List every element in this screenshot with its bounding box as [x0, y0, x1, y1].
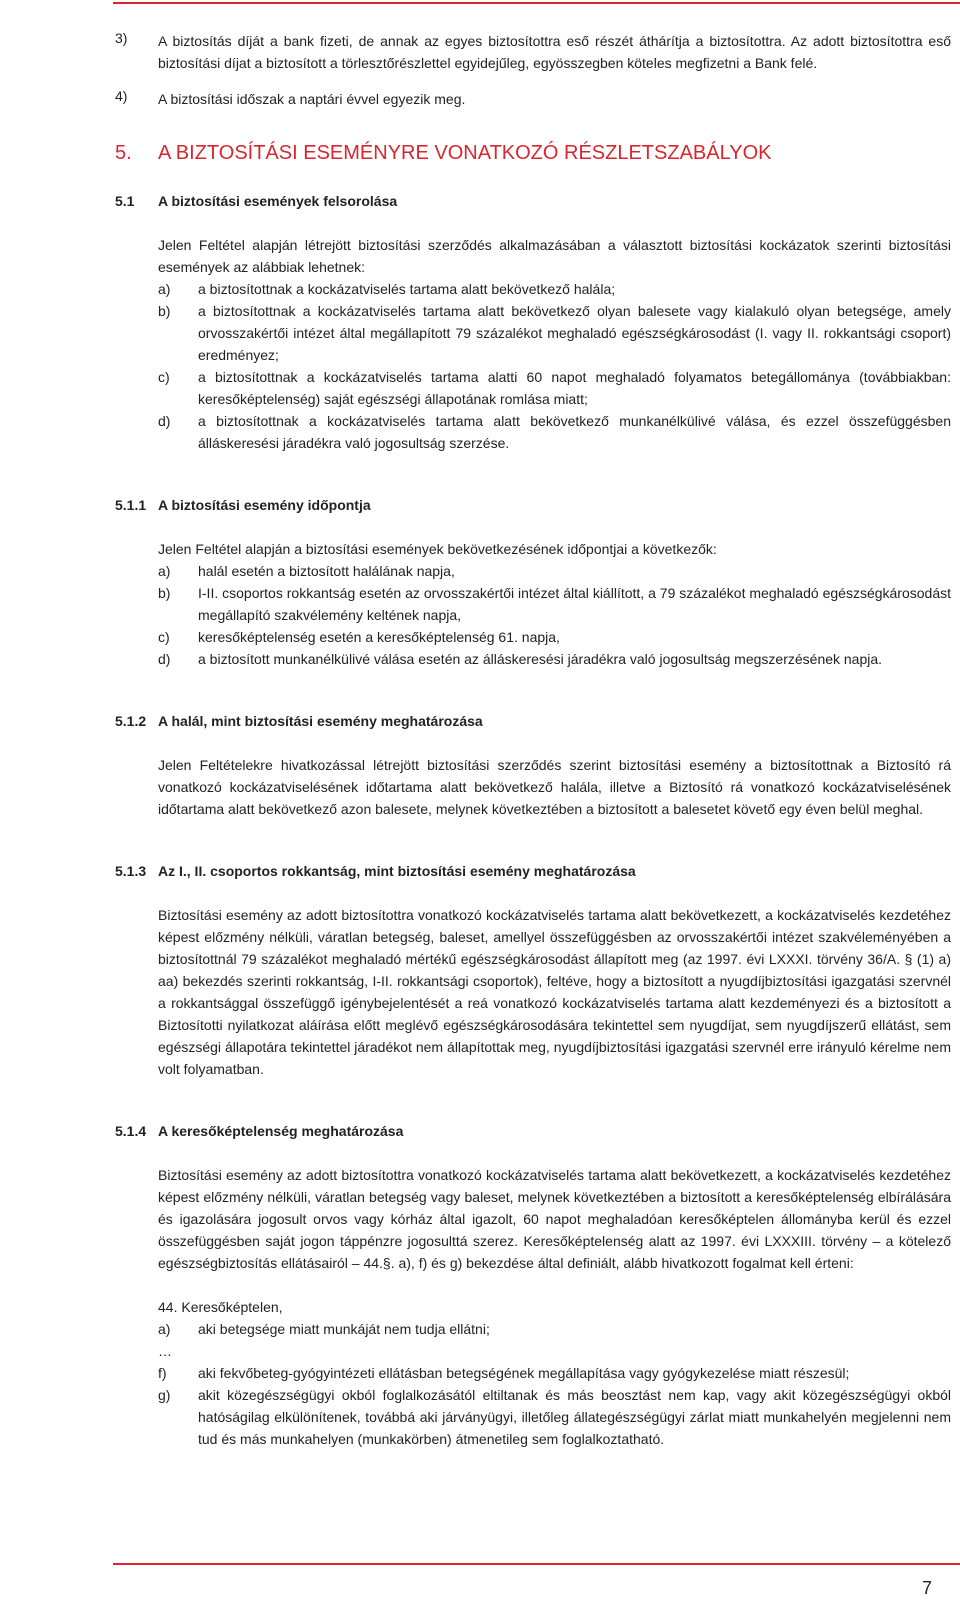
chapter-number: 5. [115, 142, 132, 164]
item-letter: f) [158, 1365, 167, 1381]
list-number: 4) [115, 88, 128, 104]
section-heading-5-1-2 [115, 710, 951, 732]
item-letter: a) [158, 563, 171, 579]
section-heading-5-1-3 [115, 860, 951, 882]
quote-item [158, 1384, 951, 1450]
list-text: A biztosítási időszak a naptári évvel egyezik meg. [158, 91, 466, 107]
section-title: Az I., II. csoportos rokkantság, mint biztosítási esemény meghatározása [158, 863, 636, 879]
quote-item [158, 1318, 951, 1340]
list-item [158, 300, 951, 366]
quote-item [158, 1362, 951, 1384]
list-item [158, 626, 951, 648]
section-number: 5.1 [115, 193, 135, 209]
section-title: A biztosítási esemény időpontja [158, 497, 371, 513]
item-text: a biztosítottnak a kockázatviselés tartama alatt bekövetkező olyan balesete vagy kialakuló olyan betegsége, amely orvosszakértői intézet által megállapított 79 százalékot meghaladó egészségkárosodást (I. vagy II. rokkantsági csoport) eredményez; [198, 303, 951, 363]
section-text: Biztosítási esemény az adott biztosítottra vonatkozó kockázatviselés tartama alatt bekövetkezett, a kockázatviselés kezdetéhez képest előzmény nélküli, váratlan betegség, baleset, amellyel összefüggésben az orvosszakértői intézet szakvéleményében a biztosítottnál 79 százalékot meghaladó mértékű egészségkárosodást állapított meg (az 1997. évi LXXXI. törvény 36/A. § (1) a) aa) bekezdés szerinti rokkantság, I-II. rokkantsági csoportok), feltéve, hogy a biztosított a nyugdíjbiztosítási igazgatási szervnél a rokkantsággal összefüggő igénybejelentését a reá vonatkozó kockázatviselés tartama alatt kezdeményezi és a biztosított a Biztosítotti nyilatkozat aláírása előtt meglévő egészségkárosodására tekintettel sem nyugdíjat, sem nyugdíjszerű ellátást, sem egészségi állapotára tekintettel járadékot nem állapítottak meg, nyugdíjbiztosítási igazgatási szervnél erre irányuló kérelme nem volt folyamatban. [158, 907, 951, 1077]
chapter-title: A BIZTOSÍTÁSI ESEMÉNYRE VONATKOZÓ RÉSZLETSZABÁLYOK [158, 142, 772, 164]
item-letter: a) [158, 281, 171, 297]
section-intro: Jelen Feltétel alapján létrejött biztosítási szerződés alkalmazásában a választott biztosítási kockázatok szerinti biztosítási események az alábbiak lehetnek: [158, 237, 951, 275]
item-text: aki fekvőbeteg-gyógyintézeti ellátásban betegségének megállapítása vagy gyógykezelése miatt részesül; [198, 1365, 850, 1381]
item-letter: c) [158, 369, 170, 385]
item-text: halál esetén a biztosított halálának napja, [198, 563, 455, 579]
list-item-3 [115, 30, 951, 74]
item-text: aki betegsége miatt munkáját nem tudja ellátni; [198, 1321, 490, 1337]
item-text: keresőképtelenség esetén a keresőképtelenség 61. napja, [198, 629, 560, 645]
section-number: 5.1.2 [115, 713, 147, 729]
item-letter: … [158, 1343, 172, 1359]
bottom-red-rule [113, 1563, 960, 1565]
section-title: A halál, mint biztosítási esemény meghatározása [158, 713, 483, 729]
item-text: I-II. csoportos rokkantság esetén az orvosszakértői intézet által kiállított, a 79 százalékot meghaladó egészségkárosodást megállapító szakvélemény keltének napja, [198, 585, 951, 623]
section-heading-5-1-4 [115, 1120, 951, 1142]
top-red-rule [113, 2, 960, 4]
section-number: 5.1.4 [115, 1123, 147, 1139]
list-text: A biztosítás díját a bank fizeti, de annak az egyes biztosítottra eső részét áthárítja a biztosítottra. Az adott biztosítottra eső biztosítási díjat a biztosított a törlesztőrészlettel egyidejűleg, egyösszegben köteles megfizetni a Bank felé. [158, 33, 951, 71]
item-letter: c) [158, 629, 170, 645]
item-letter: a) [158, 1321, 171, 1337]
section-text: Biztosítási esemény az adott biztosítottra vonatkozó kockázatviselés tartama alatt bekövetkezett, a kockázatviselés kezdetéhez képest előzmény nélküli, váratlan betegség vagy baleset, melynek következtében a biztosított a keresőképtelenség elbírálására és igazolására jogosult orvos vagy kórház által igazolt, 60 napot meghaladóan keresőképtelen állományba kerül és ezzel összefüggésben saját jogon táppénzre jogosulttá szerez. Keresőképtelenség alatt az 1997. évi LXXXIII. törvény – a kötelező egészségbiztosítás ellátásairól – 44.§. a), f) és g) bekezdése által definiált, alább hivatkozott fogalmat kell érteni: [158, 1167, 951, 1271]
list-item [158, 582, 951, 626]
section-body-5-1-2 [158, 754, 951, 820]
item-letter: d) [158, 651, 171, 667]
list-item [158, 410, 951, 454]
item-text: a biztosítottnak a kockázatviselés tartama alatt bekövetkező halála; [198, 281, 616, 297]
section-title: A keresőképtelenség meghatározása [158, 1123, 404, 1139]
item-text: a biztosítottnak a kockázatviselés tartama alatt bekövetkező munkanélkülivé válása, és ezzel összefüggésben álláskeresési járadékra való jogosultság szerzése. [198, 413, 951, 451]
item-letter: g) [158, 1387, 171, 1403]
list-item [158, 560, 951, 582]
item-letter: d) [158, 413, 171, 429]
section-number: 5.1.1 [115, 497, 147, 513]
list-item-4 [115, 88, 951, 110]
chapter-heading [115, 140, 951, 166]
section-number: 5.1.3 [115, 863, 147, 879]
section-body-5-1-4 [158, 1164, 951, 1450]
quote-header: 44. Keresőképtelen, [158, 1299, 283, 1315]
list-item [158, 278, 951, 300]
section-body-5-1-1 [158, 538, 951, 670]
page-number: 7 [921, 1578, 932, 1598]
section-heading-5-1 [115, 190, 951, 212]
item-text: akit közegészségügyi okból foglalkozásától eltiltanak és más beosztást nem kap, vagy akit közegészségügyi okból hatóságilag elkülönítenek, továbbá aki járványügyi, illetőleg állategészségügyi zárlat miatt munkahelyén megjelenni nem tud és más munkahelyen (munkakörben) átmenetileg sem foglalkoztatható. [198, 1387, 951, 1447]
section-body-5-1-3 [158, 904, 951, 1080]
list-item [158, 366, 951, 410]
quote-item [158, 1340, 951, 1362]
item-text: a biztosítottnak a kockázatviselés tartama alatti 60 napot meghaladó folyamatos betegállománya (továbbiakban: keresőképtelenség) saját egészségi állapotának romlása miatt; [198, 369, 951, 407]
section-body-5-1 [158, 234, 951, 454]
item-letter: b) [158, 585, 171, 601]
section-title: A biztosítási események felsorolása [158, 193, 398, 209]
section-text: Jelen Feltételekre hivatkozással létrejött biztosítási szerződés szerint biztosítási esemény a biztosítottnak a Biztosító rá vonatkozó kockázatviselésének időtartama alatt bekövetkező halála, illetve a Biztosító rá vonatkozó kockázatviselésének időtartama alatt bekövetkező azon balesete, melynek következtében a biztosított a balesetet követő egy éven belül meghal. [158, 757, 951, 817]
item-text [198, 1340, 951, 1362]
section-intro: Jelen Feltétel alapján a biztosítási események bekövetkezésének időpontjai a következők: [158, 541, 717, 557]
list-number: 3) [115, 30, 128, 46]
item-text: a biztosított munkanélkülivé válása esetén az álláskeresési járadékra való jogosultság megszerzésének napja. [198, 651, 883, 667]
document-body [115, 30, 951, 1450]
list-item [158, 648, 951, 670]
section-heading-5-1-1 [115, 494, 951, 516]
item-letter: b) [158, 303, 171, 319]
